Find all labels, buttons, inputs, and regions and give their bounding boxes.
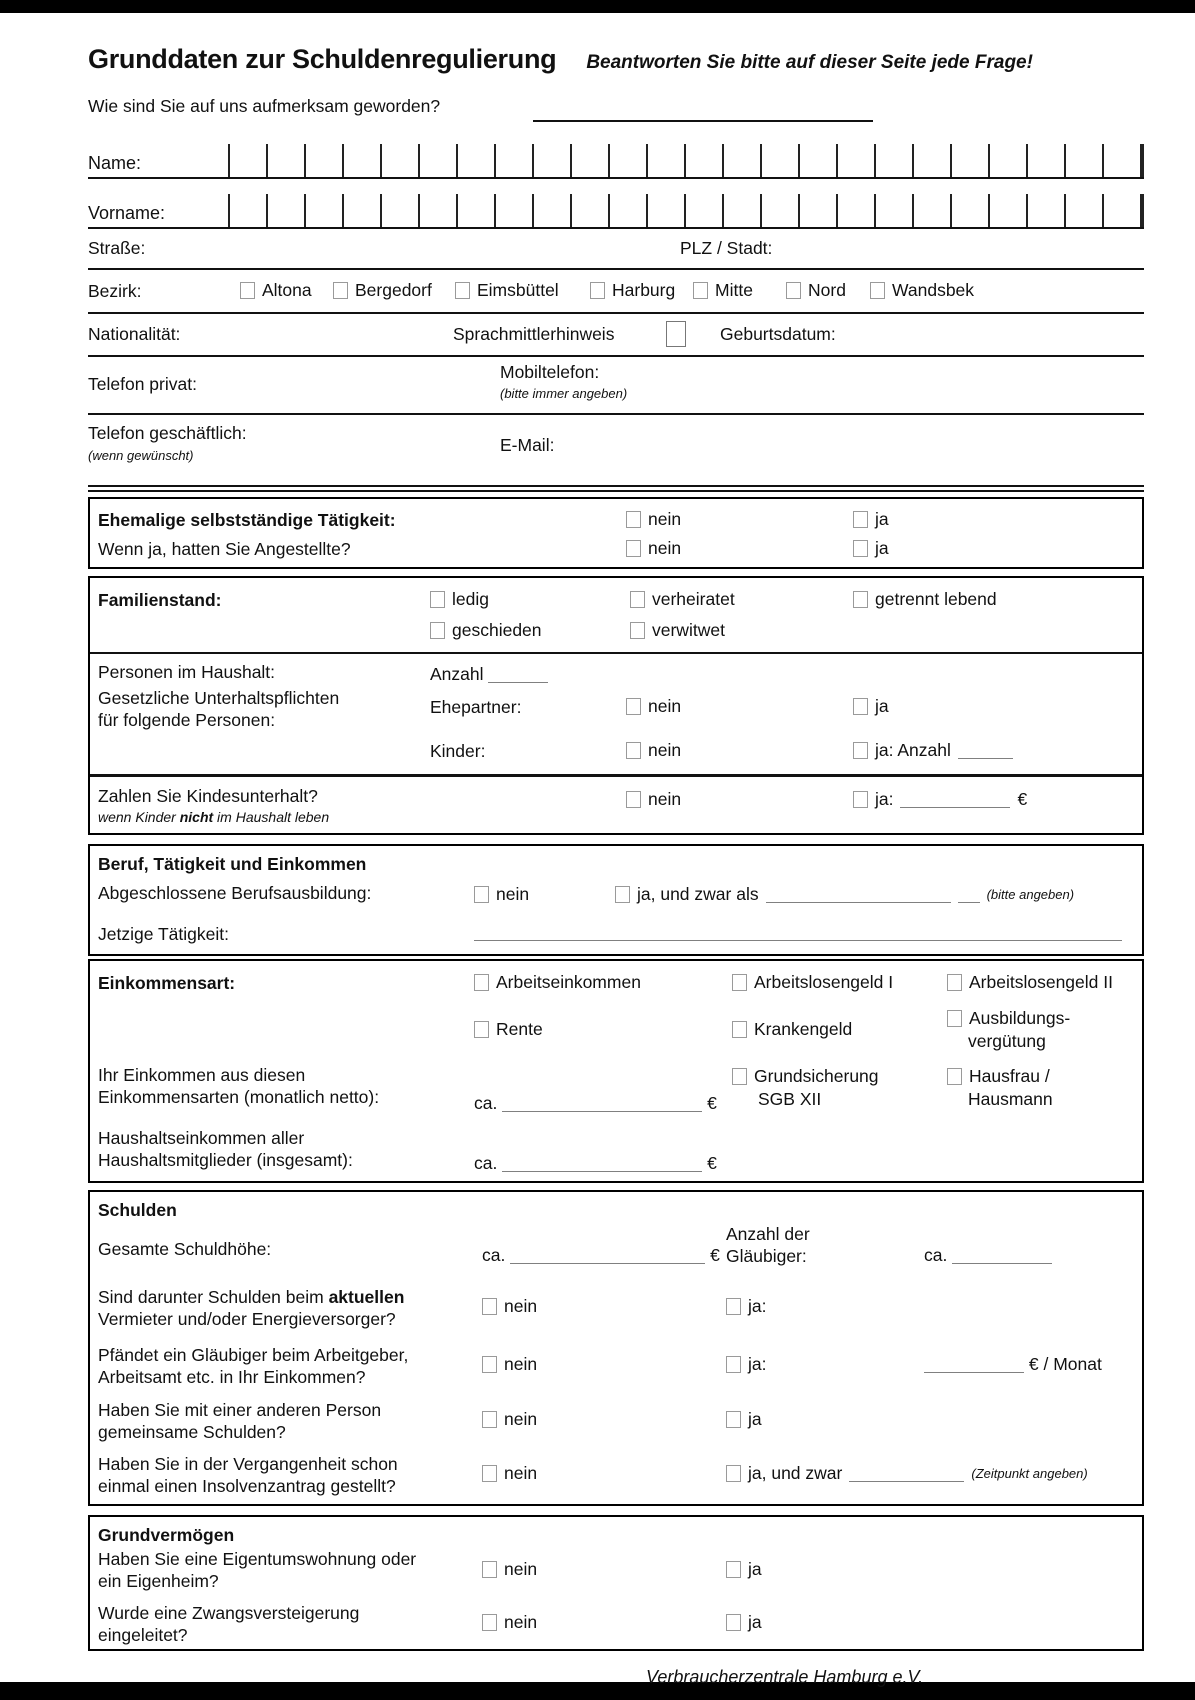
berufsausbildung-label: Abgeschlossene Berufsausbildung: bbox=[98, 883, 372, 903]
bezirk-label: Bezirk: bbox=[88, 281, 142, 301]
familienstand-verheiratet[interactable]: verheiratet bbox=[630, 589, 735, 610]
kindesunterhalt-frage: Zahlen Sie Kindesunterhalt? bbox=[98, 786, 318, 806]
vermieter-ja[interactable]: ja: bbox=[726, 1296, 766, 1317]
referral-row bbox=[88, 90, 1144, 134]
strasse-label: Straße: bbox=[88, 238, 146, 258]
telefon-geschaeftlich-row bbox=[88, 415, 1144, 485]
einkommen-krankengeld[interactable]: Krankengeld bbox=[732, 1019, 852, 1040]
einkommen-grundsicherung[interactable]: Grundsicherung bbox=[732, 1066, 879, 1087]
telefon-geschaeftlich-note: (wenn gewünscht) bbox=[88, 448, 194, 463]
checkbox-icon bbox=[853, 698, 868, 715]
insolvenz-frage-line1: Haben Sie in der Vergangenheit schon bbox=[98, 1454, 398, 1474]
bezirk-option-nord[interactable]: Nord bbox=[786, 280, 846, 301]
checkbox-icon bbox=[947, 974, 962, 991]
telefon-geschaeftlich-label: Telefon geschäftlich: bbox=[88, 423, 247, 443]
vorname-label: Vorname: bbox=[88, 203, 166, 223]
pfaendung-betrag-feld: € / Monat bbox=[924, 1354, 1102, 1375]
geburtsdatum-label: Geburtsdatum: bbox=[720, 324, 836, 344]
bezirk-option-mitte[interactable]: Mitte bbox=[693, 280, 753, 301]
checkbox-icon bbox=[726, 1465, 741, 1482]
checkbox-icon bbox=[732, 1068, 747, 1085]
personen-haushalt-label: Personen im Haushalt: bbox=[98, 662, 276, 682]
bezirk-option-eimsbuettel[interactable]: Eimsbüttel bbox=[455, 280, 559, 301]
section-einkommensart bbox=[88, 959, 1144, 1183]
einkommen-netto-label-2: Einkommensarten (monatlich netto): bbox=[98, 1087, 380, 1107]
einkommen-arbeitseinkommen[interactable]: Arbeitseinkommen bbox=[474, 972, 641, 993]
checkbox-icon bbox=[726, 1614, 741, 1631]
familienstand-getrennt-lebend[interactable]: getrennt lebend bbox=[853, 589, 997, 610]
insolvenz-ja[interactable]: ja, und zwar (Zeitpunkt angeben) bbox=[726, 1463, 1088, 1484]
bezirk-option-harburg[interactable]: Harburg bbox=[590, 280, 675, 301]
checkbox-icon bbox=[853, 540, 868, 557]
eigentum-nein[interactable]: nein bbox=[482, 1559, 537, 1580]
berufsausbildung-blank[interactable] bbox=[766, 886, 951, 903]
einkommensart-label: Einkommensart: bbox=[98, 973, 236, 993]
berufsausbildung-blank-2[interactable] bbox=[958, 886, 980, 903]
strasse-row bbox=[88, 229, 1144, 270]
section-selbststaendigkeit bbox=[88, 497, 1144, 569]
einkommen-rente[interactable]: Rente bbox=[474, 1019, 543, 1040]
einkommen-ausbildungsverguetung-line2: vergütung bbox=[968, 1031, 1046, 1051]
schulden-header: Schulden bbox=[98, 1200, 177, 1220]
einkommen-netto-blank[interactable] bbox=[502, 1095, 702, 1112]
vermieter-frage-line1: Sind darunter Schulden beim aktuellen bbox=[98, 1287, 405, 1307]
kindesunterhalt-nein[interactable]: nein bbox=[626, 789, 681, 810]
checkbox-icon bbox=[474, 886, 489, 903]
plz-stadt-label: PLZ / Stadt: bbox=[680, 238, 773, 258]
zwangsversteigerung-frage-line2: eingeleitet? bbox=[98, 1625, 188, 1645]
kindesunterhalt-betrag-blank[interactable] bbox=[900, 791, 1010, 808]
telefon-privat-label: Telefon privat: bbox=[88, 374, 197, 394]
bezirk-option-wandsbek[interactable]: Wandsbek bbox=[870, 280, 974, 301]
einkommen-alg2[interactable]: Arbeitslosengeld II bbox=[947, 972, 1113, 993]
checkbox-icon bbox=[732, 974, 747, 991]
checkbox-icon bbox=[726, 1298, 741, 1315]
mobiltelefon-note: (bitte immer angeben) bbox=[500, 386, 628, 401]
checkbox-icon bbox=[630, 591, 645, 608]
name-label: Name: bbox=[88, 153, 142, 173]
bezirk-option-bergedorf[interactable]: Bergedorf bbox=[333, 280, 432, 301]
checkbox-icon bbox=[693, 282, 708, 299]
section-familienstand bbox=[88, 576, 1144, 835]
section-schulden bbox=[88, 1190, 1144, 1506]
checkbox-icon bbox=[455, 282, 470, 299]
name-comb-input[interactable] bbox=[228, 144, 1144, 177]
familienstand-verwitwet[interactable]: verwitwet bbox=[630, 620, 725, 641]
ehepartner-nein[interactable]: nein bbox=[626, 696, 681, 717]
checkbox-icon bbox=[482, 1561, 497, 1578]
section-divider bbox=[88, 485, 1144, 492]
section-beruf bbox=[88, 844, 1144, 956]
checkbox-icon bbox=[474, 974, 489, 991]
haushaltseinkommen-blank[interactable] bbox=[502, 1155, 702, 1172]
sprachmittler-checkbox[interactable] bbox=[666, 321, 686, 347]
schuldhoehe-blank[interactable] bbox=[510, 1247, 705, 1264]
checkbox-icon bbox=[726, 1561, 741, 1578]
scan-artifact-bar-top bbox=[0, 0, 1195, 13]
checkbox-icon bbox=[853, 742, 868, 759]
kinder-ja-anzahl[interactable]: ja: Anzahl bbox=[853, 740, 1013, 761]
pfaendung-betrag-blank[interactable] bbox=[924, 1356, 1024, 1373]
jetzige-taetigkeit-label: Jetzige Tätigkeit: bbox=[98, 924, 229, 944]
telefon-privat-row bbox=[88, 357, 1144, 415]
gemeinsame-frage-line2: gemeinsame Schulden? bbox=[98, 1422, 286, 1442]
checkbox-icon bbox=[853, 511, 868, 528]
bezirk-option-altona[interactable]: Altona bbox=[240, 280, 312, 301]
footer-organization: Verbraucherzentrale Hamburg e.V. bbox=[646, 1667, 924, 1687]
checkbox-icon bbox=[626, 791, 641, 808]
header bbox=[88, 44, 1144, 90]
ehepartner-label: Ehepartner: bbox=[430, 697, 522, 717]
checkbox-icon bbox=[430, 591, 445, 608]
familienstand-ledig[interactable]: ledig bbox=[430, 589, 489, 610]
unterhalt-label-line2: für folgende Personen: bbox=[98, 710, 276, 730]
kinder-nein[interactable]: nein bbox=[626, 740, 681, 761]
checkbox-icon bbox=[947, 1068, 962, 1085]
vorname-row bbox=[88, 194, 1144, 229]
pfaendung-frage-line2: Arbeitsamt etc. in Ihr Einkommen? bbox=[98, 1367, 366, 1387]
haushaltseinkommen-label-2: Haushaltsmitglieder (insgesamt): bbox=[98, 1150, 353, 1170]
checkbox-icon bbox=[482, 1298, 497, 1315]
form-content bbox=[88, 44, 1144, 1688]
zwangsversteigerung-frage-line1: Wurde eine Zwangsversteigerung bbox=[98, 1603, 360, 1623]
jetzige-taetigkeit-blank[interactable] bbox=[474, 924, 1122, 941]
vermieter-nein[interactable]: nein bbox=[482, 1296, 537, 1317]
haushaltseinkommen-feld: ca. € bbox=[474, 1153, 717, 1173]
familienstand-label: Familienstand: bbox=[98, 590, 222, 610]
vorname-comb-input[interactable] bbox=[228, 194, 1144, 227]
unterhalt-label-line1: Gesetzliche Unterhaltspflichten bbox=[98, 688, 340, 708]
referral-question: Wie sind Sie auf uns aufmerksam geworden? bbox=[88, 96, 441, 116]
selbststaendig2-nein[interactable]: nein bbox=[626, 538, 681, 559]
nationalitaet-row bbox=[88, 314, 1144, 357]
selbststaendig-frage1: Ehemalige selbstständige Tätigkeit: bbox=[98, 510, 396, 530]
vermieter-frage-line2: Vermieter und/oder Energieversorger? bbox=[98, 1309, 396, 1329]
checkbox-icon bbox=[726, 1411, 741, 1428]
pfaendung-frage-line1: Pfändet ein Gläubiger beim Arbeitgeber, bbox=[98, 1345, 409, 1365]
grundvermoegen-header: Grundvermögen bbox=[98, 1525, 235, 1545]
checkbox-icon bbox=[947, 1010, 962, 1027]
nationalitaet-label: Nationalität: bbox=[88, 324, 181, 344]
einkommen-hausfrau-line2: Hausmann bbox=[968, 1089, 1053, 1109]
einkommen-ausbildungsverguetung[interactable]: Ausbildungs- bbox=[947, 1008, 1070, 1029]
checkbox-icon bbox=[853, 591, 868, 608]
einkommen-hausfrau[interactable]: Hausfrau / bbox=[947, 1066, 1050, 1087]
eigentum-frage-line1: Haben Sie eine Eigentumswohnung oder bbox=[98, 1549, 417, 1569]
checkbox-icon bbox=[482, 1465, 497, 1482]
einkommen-alg1[interactable]: Arbeitslosengeld I bbox=[732, 972, 893, 993]
selbststaendig2-ja[interactable]: ja bbox=[853, 538, 889, 559]
beruf-header: Beruf, Tätigkeit und Einkommen bbox=[98, 854, 367, 874]
checkbox-icon bbox=[870, 282, 885, 299]
kindesunterhalt-note: wenn Kinder nicht im Haushalt leben bbox=[98, 809, 330, 825]
checkbox-icon bbox=[626, 742, 641, 759]
pfaendung-nein[interactable]: nein bbox=[482, 1354, 537, 1375]
insolvenz-zeitpunkt-blank[interactable] bbox=[849, 1465, 964, 1482]
mobiltelefon-label: Mobiltelefon: bbox=[500, 362, 600, 382]
berufsausbildung-nein[interactable]: nein bbox=[474, 884, 529, 905]
checkbox-icon bbox=[240, 282, 255, 299]
ehepartner-ja[interactable]: ja bbox=[853, 696, 889, 717]
checkbox-icon bbox=[626, 540, 641, 557]
kinder-label: Kinder: bbox=[430, 741, 486, 761]
schuldhoehe-feld: ca. € bbox=[482, 1245, 720, 1265]
schuldhoehe-label: Gesamte Schuldhöhe: bbox=[98, 1239, 272, 1259]
checkbox-icon bbox=[726, 1356, 741, 1373]
checkbox-icon bbox=[482, 1614, 497, 1631]
gemeinsame-nein[interactable]: nein bbox=[482, 1409, 537, 1430]
gemeinsame-ja[interactable]: ja bbox=[726, 1409, 762, 1430]
checkbox-icon bbox=[482, 1356, 497, 1373]
selbststaendig-frage2: Wenn ja, hatten Sie Angestellte? bbox=[98, 539, 351, 559]
checkbox-icon bbox=[630, 622, 645, 639]
page-title: Grunddaten zur Schuldenregulierung bbox=[88, 44, 557, 74]
kindesunterhalt-ja-betrag[interactable]: ja: € bbox=[853, 789, 1027, 810]
familienstand-geschieden[interactable]: geschieden bbox=[430, 620, 542, 641]
kinder-anzahl-blank[interactable] bbox=[958, 742, 1013, 759]
gemeinsame-frage-line1: Haben Sie mit einer anderen Person bbox=[98, 1400, 382, 1420]
pfaendung-ja[interactable]: ja: bbox=[726, 1354, 766, 1375]
haushaltseinkommen-label-1: Haushaltseinkommen aller bbox=[98, 1128, 305, 1148]
checkbox-icon bbox=[333, 282, 348, 299]
eigentum-ja[interactable]: ja bbox=[726, 1559, 762, 1580]
anzahl-blank[interactable] bbox=[488, 666, 548, 683]
insolvenz-frage-line2: einmal einen Insolvenzantrag gestellt? bbox=[98, 1476, 396, 1496]
name-row bbox=[88, 144, 1144, 179]
insolvenz-nein[interactable]: nein bbox=[482, 1463, 537, 1484]
checkbox-icon bbox=[786, 282, 801, 299]
checkbox-icon bbox=[626, 698, 641, 715]
eigentum-frage-line2: ein Eigenheim? bbox=[98, 1571, 219, 1591]
berufsausbildung-ja[interactable]: ja, und zwar als (bitte angeben) bbox=[615, 884, 1074, 905]
glaeubiger-label-2: Gläubiger: bbox=[726, 1246, 807, 1266]
checkbox-icon bbox=[430, 622, 445, 639]
checkbox-icon bbox=[732, 1021, 747, 1038]
einkommen-netto-label-1: Ihr Einkommen aus diesen bbox=[98, 1065, 306, 1085]
zwangsversteigerung-ja[interactable]: ja bbox=[726, 1612, 762, 1633]
zwangsversteigerung-nein[interactable]: nein bbox=[482, 1612, 537, 1633]
checkbox-icon bbox=[590, 282, 605, 299]
referral-answer-line[interactable] bbox=[533, 120, 873, 122]
selbststaendig1-ja[interactable]: ja bbox=[853, 509, 889, 530]
einkommen-grundsicherung-line2: SGB XII bbox=[758, 1089, 822, 1109]
anzahl-feld: Anzahl bbox=[430, 664, 548, 685]
sprachmittler-label: Sprachmittlerhinweis bbox=[453, 324, 615, 344]
checkbox-icon bbox=[482, 1411, 497, 1428]
glaeubiger-label-1: Anzahl der bbox=[726, 1224, 810, 1244]
email-label: E-Mail: bbox=[500, 435, 555, 455]
page-subtitle: Beantworten Sie bitte auf dieser Seite jede Frage! bbox=[586, 52, 1033, 73]
section-grundvermoegen bbox=[88, 1515, 1144, 1651]
glaeubiger-anzahl-feld: ca. bbox=[924, 1245, 1052, 1266]
checkbox-icon bbox=[474, 1021, 489, 1038]
glaeubiger-anzahl-blank[interactable] bbox=[952, 1247, 1052, 1264]
checkbox-icon bbox=[615, 886, 630, 903]
einkommen-netto-feld: ca. € bbox=[474, 1093, 717, 1113]
checkbox-icon bbox=[853, 791, 868, 808]
checkbox-icon bbox=[626, 511, 641, 528]
selbststaendig1-nein[interactable]: nein bbox=[626, 509, 681, 530]
bezirk-row bbox=[88, 270, 1144, 314]
